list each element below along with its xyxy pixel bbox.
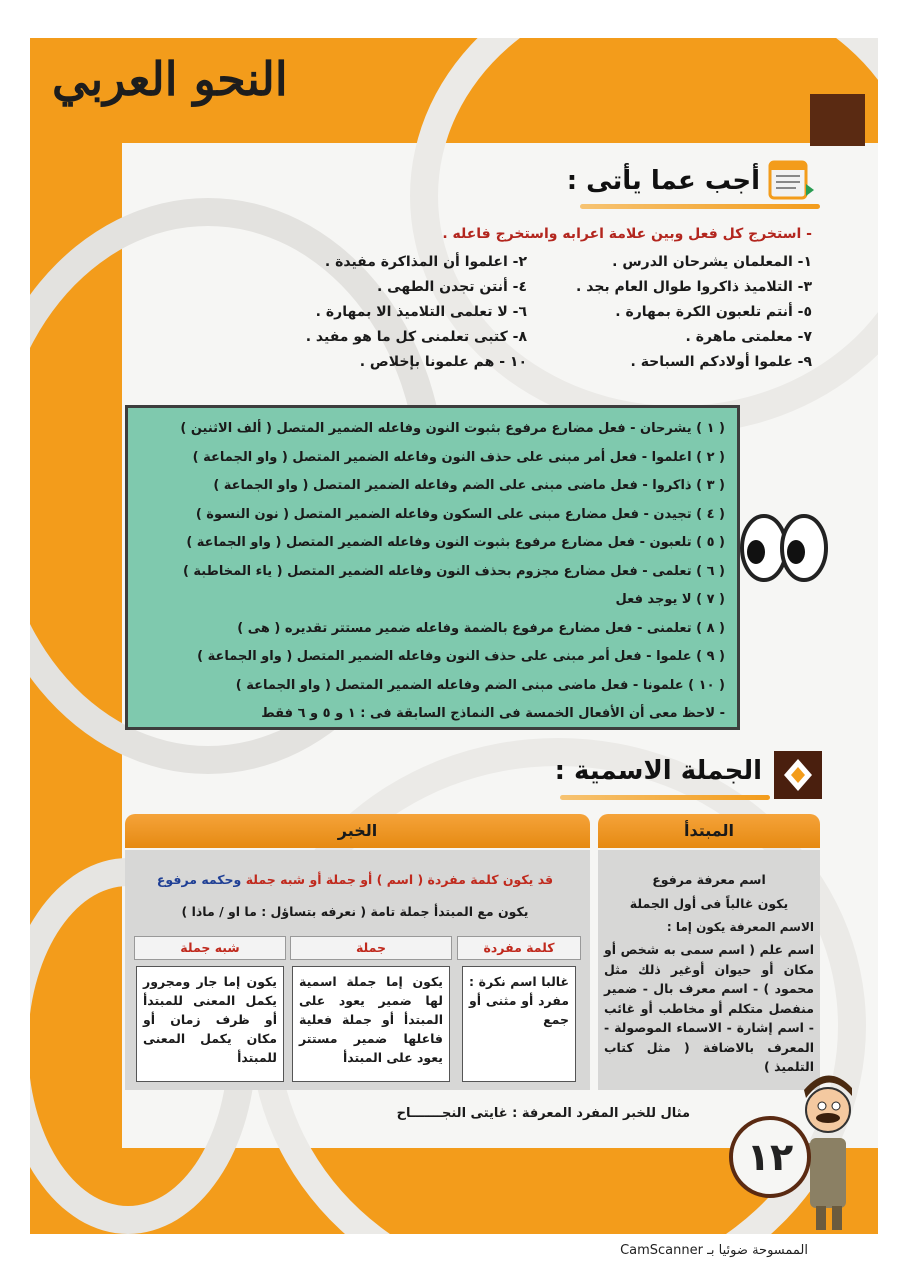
mubtada-types: اسم علم ( اسم سمى به شخص أو مكان أو حيوان أوغير ذلك مثل محمود ) - اسم معرف بال - ضمير منفصل متكلم أو مخاطب أو غائب - اسم إشارة - الاسماء الموصولة - المعرف بالاضافة ( مثل كتاب التلميذ ) bbox=[604, 942, 814, 1074]
khabar-definition bbox=[130, 872, 580, 887]
question-item: ١- المعلمان يشرحان الدرس . bbox=[612, 254, 812, 270]
mubtada-position: يكون غالباً فى أول الجملة bbox=[629, 896, 789, 911]
section-title-exercise: أجب عما يأتى : bbox=[566, 166, 760, 196]
type-body-single-word: غالبا اسم نكرة : مفرد أو مثنى أو جمع bbox=[462, 966, 576, 1082]
khabar-header: الخبر bbox=[125, 814, 590, 848]
type-body-sentence: يكون إما جملة اسمية لها ضمير يعود على المبتدأ أو جملة فعلية فاعلها ضمير مستتر يعود على المبتدأ bbox=[292, 966, 450, 1082]
question-item: ١٠ - هم علمونا بإخلاص . bbox=[359, 354, 527, 370]
khabar-forms: قد يكون كلمة مفردة ( اسم ) أو جملة أو شبه جملة bbox=[245, 872, 554, 887]
question-item: ٤- أنتن تجدن الطهى . bbox=[376, 279, 527, 295]
page-number: ١٢ bbox=[729, 1116, 811, 1198]
question-item: ٥- أنتم تلعبون الكرة بمهارة . bbox=[615, 304, 812, 320]
clipboard-icon bbox=[768, 158, 816, 202]
answer-line: ( ٩ ) علموا - فعل أمر مبنى على حذف النون وفاعله الضمير المتصل ( واو الجماعة ) bbox=[197, 649, 725, 664]
mubtada-definition: اسم معرفة مرفوع bbox=[652, 872, 766, 887]
answer-line: ( ١٠ ) علمونا - فعل ماضى مبنى الضم وفاعله الضمير المتصل ( واو الجماعة ) bbox=[235, 677, 725, 693]
answer-note: - لاحظ معى أن الأفعال الخمسة فى النماذج السابقة فى : ١ و ٥ و ٦ فقط bbox=[261, 706, 725, 721]
khabar-question-test: يكون مع المبتدأ جملة تامة ( نعرفه بتساؤل : ما او / ماذا ) bbox=[181, 904, 529, 919]
diamond-icon bbox=[774, 751, 822, 799]
answer-line: ( ٨ ) تعلمنى - فعل مضارع مرفوع بالضمة وفاعله ضمير مستتر تقديره ( هى ) bbox=[237, 620, 725, 636]
example-text: مثال للخبر المفرد المعرفة : غايتى النجـــــــاح bbox=[396, 1106, 690, 1121]
question-item: ٦- لا تعلمى التلاميذ الا بمهارة . bbox=[315, 304, 527, 320]
answer-line: ( ٤ ) تجيدن - فعل مضارع مبنى على السكون وفاعله الضمير المتصل ( نون النسوة ) bbox=[195, 506, 725, 522]
answers-box bbox=[125, 405, 740, 730]
question-item: ٧- معلمتى ماهرة . bbox=[685, 329, 812, 345]
type-header-semi-sentence: شبه جملة bbox=[134, 936, 286, 960]
answer-line: ( ١ ) يشرحان - فعل مضارع مرفوع بثبوت النون وفاعله الضمير المتصل ( ألف الاثنين ) bbox=[180, 421, 725, 436]
answer-line: ( ٣ ) ذاكروا - فعل ماضى مبنى على الضم وفاعله الضمير المتصل ( واو الجماعة ) bbox=[213, 478, 725, 493]
page bbox=[30, 38, 878, 1234]
cartoon-eyes-icon bbox=[738, 508, 830, 588]
scanner-footer: الممسوحة ضوئيا بـ CamScanner bbox=[620, 1243, 808, 1258]
questions-list bbox=[252, 254, 812, 370]
mubtada-header: المبتدأ bbox=[598, 814, 820, 848]
answer-line: ( ٢ ) اعلموا - فعل أمر مبنى على حذف النون وفاعله الضمير المتصل ( واو الجماعة ) bbox=[192, 449, 725, 465]
question-item: ٢- اعلموا أن المذاكرة مفيدة . bbox=[324, 254, 527, 270]
answer-line: ( ٥ ) تلعبون - فعل مضارع مرفوع بثبوت النون وفاعله الضمير المتصل ( واو الجماعة ) bbox=[186, 535, 725, 550]
title-underline bbox=[560, 795, 770, 800]
question-item: ٩- علموا أولادكم السباحة . bbox=[630, 354, 812, 370]
type-header-sentence: جملة bbox=[290, 936, 452, 960]
answer-line: ( ٧ ) لا يوجد فعل bbox=[615, 592, 725, 607]
type-body-semi-sentence: يكون إما جار ومجرور يكمل المعنى للمبتدأ أو ظرف زمان أو مكان يكمل المعنى للمبتدأ bbox=[136, 966, 284, 1082]
question-item: ٣- التلاميذ ذاكروا طوال العام بجد . bbox=[576, 279, 812, 295]
instruction-text: - استخرج كل فعل وبين علامة اعرابه واستخرج فاعله . bbox=[442, 226, 812, 242]
corner-square bbox=[810, 94, 865, 146]
section-title-nominal-sentence: الجملة الاسمية : bbox=[554, 756, 762, 786]
khabar-ruling: وحكمه مرفوع bbox=[156, 872, 242, 887]
logo: النحو العربي bbox=[52, 52, 288, 106]
question-item: ٨- كتبى تعلمنى كل ما هو مفيد . bbox=[305, 329, 527, 345]
answer-line: ( ٦ ) تعلمى - فعل مضارع مجزوم بحذف النون وفاعله الضمير المتصل ( ياء المخاطبة ) bbox=[182, 563, 725, 579]
title-underline bbox=[580, 204, 820, 209]
type-header-single-word: كلمة مفردة bbox=[457, 936, 581, 960]
mubtada-subtitle: الاسم المعرفة يكون إما : bbox=[666, 920, 814, 934]
